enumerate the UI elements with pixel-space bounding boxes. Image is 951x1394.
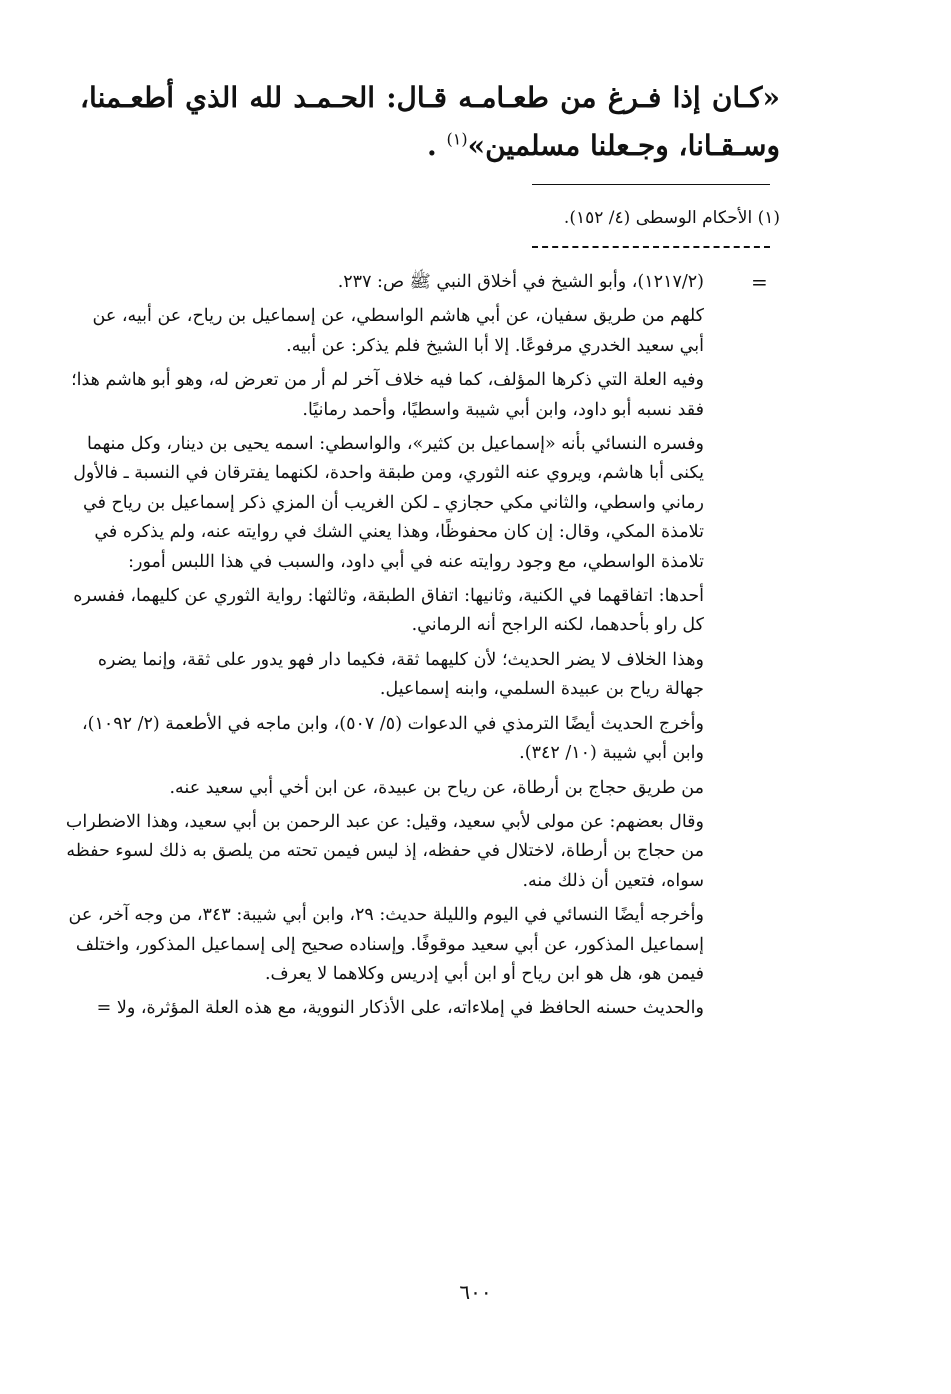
commentary-paragraph: أحدها: اتفاقهما في الكنية، وثانيها: اتفاق الطبقة، وثالثها: رواية الثوري عن كليهما، ففسره كل راو بأحدهما، لكنه الراجح أنه الرماني. bbox=[73, 586, 704, 636]
commentary-paragraph: وفسره النسائي بأنه «إسماعيل بن كثير»، والواسطي: اسمه يحيى بن دينار، وكل منهما يكنى أبا هاشم، ويروي عنه الثوري، ومن طبقة واحدة، لكنهما يفترقان في النسبة ـ فالأول رماني واسطي، والثاني مكي حجازي ـ لكن الغريب أن المزي ذكر إسماعيل بن رياح في تلامذة المكي، وقال: إن كان محفوظًا، وهذا يعني الشك في روايته عنه، ولم يذكره في تلامذة الواسطي، مع وجود روايته عنه في أبي داود، والسبب في هذا اللبس أمور: bbox=[73, 434, 704, 572]
page-number: ٦٠٠ bbox=[459, 1280, 492, 1304]
hadith-text: «كـان إذا فـرغ من طعـامـه قـال: الحـمـد لله الذي أطعـمنا، وسـقـانا، وجـعلنا مسلمين» bbox=[80, 81, 780, 162]
commentary-paragraph: وفيه العلة التي ذكرها المؤلف، كما فيه خلاف آخر لم أر من تعرض له، وهو أبو هاشم هذا؛ فقد نسبه أبو داود، وابن أبي شيبة واسطيًا، وأحمد رمانيًا. bbox=[71, 370, 704, 420]
footnote-reference: (١) bbox=[446, 129, 468, 149]
commentary-paragraph: (١٢١٧/٢)، وأبو الشيخ في أخلاق النبي ﷺ ص: ٢٣٧. bbox=[337, 272, 704, 292]
footnote bbox=[430, 204, 780, 232]
footnote-number: (١) bbox=[757, 208, 780, 228]
commentary-paragraph: وقال بعضهم: عن مولى لأبي سعيد، وقيل: عن عبد الرحمن بن أبي سعيد، وهذا الاضطراب من حجاج بن أرطاة، لاختلال في حفظه، إذ ليس فيمن تحته من يلصق به ذلك لسوء حفظه سواه، فتعين أن ذلك منه. bbox=[65, 811, 704, 891]
commentary-paragraph: وهذا الخلاف لا يضر الحديث؛ لأن كليهما ثقة، فكيما دار فهو يدور على ثقة، وإنما يضره جهالة رياح بن عبيدة السلمي، وابنه إسماعيل. bbox=[97, 649, 704, 700]
dashed-separator bbox=[532, 246, 770, 248]
continuation-marker: = bbox=[751, 270, 768, 294]
footnote-separator bbox=[532, 184, 770, 185]
commentary-paragraph: كلهم من طريق سفيان، عن أبي هاشم الواسطي، عن إسماعيل بن رياح، عن أبيه، عن أبي سعيد الخدري مرفوعًا. إلا أبا الشيخ فلم يذكر: عن أبيه. bbox=[92, 306, 704, 356]
footnote-text: الأحكام الوسطى (٤/ ١٥٢). bbox=[563, 208, 753, 228]
hadith-main-text bbox=[80, 74, 780, 170]
commentary-paragraph: وأخرجه أيضًا النسائي في اليوم والليلة حديث: ٢٩، وابن أبي شيبة: ٣٤٣، من وجه آخر، عن إسماعيل المذكور، عن أبي سعيد موقوفًا. وإسناده صحيح إلى إسماعيل المذكور، واختلف فيمن هو، هل هو ابن رياح أو ابن أبي إدريس وكلاهما لا يعرف. bbox=[68, 905, 704, 984]
commentary-paragraph: من طريق حجاج بن أرطاة، عن رياح بن عبيدة، عن ابن أخي أبي سعيد عنه. bbox=[169, 777, 704, 798]
commentary-paragraph: والحديث حسنه الحافظ في إملاءاته، على الأذكار النووية، مع هذه العلة المؤثرة، ولا = bbox=[96, 998, 704, 1019]
hadith-end: . bbox=[426, 129, 447, 162]
commentary-paragraph: وأخرج الحديث أيضًا الترمذي في الدعوات (٥/ ٥٠٧)، وابن ماجه في الأطعمة (٢/ ١٠٩٢)، وابن أبي شيبة (١٠/ ٣٤٢). bbox=[81, 713, 704, 764]
commentary-block bbox=[64, 268, 704, 1029]
